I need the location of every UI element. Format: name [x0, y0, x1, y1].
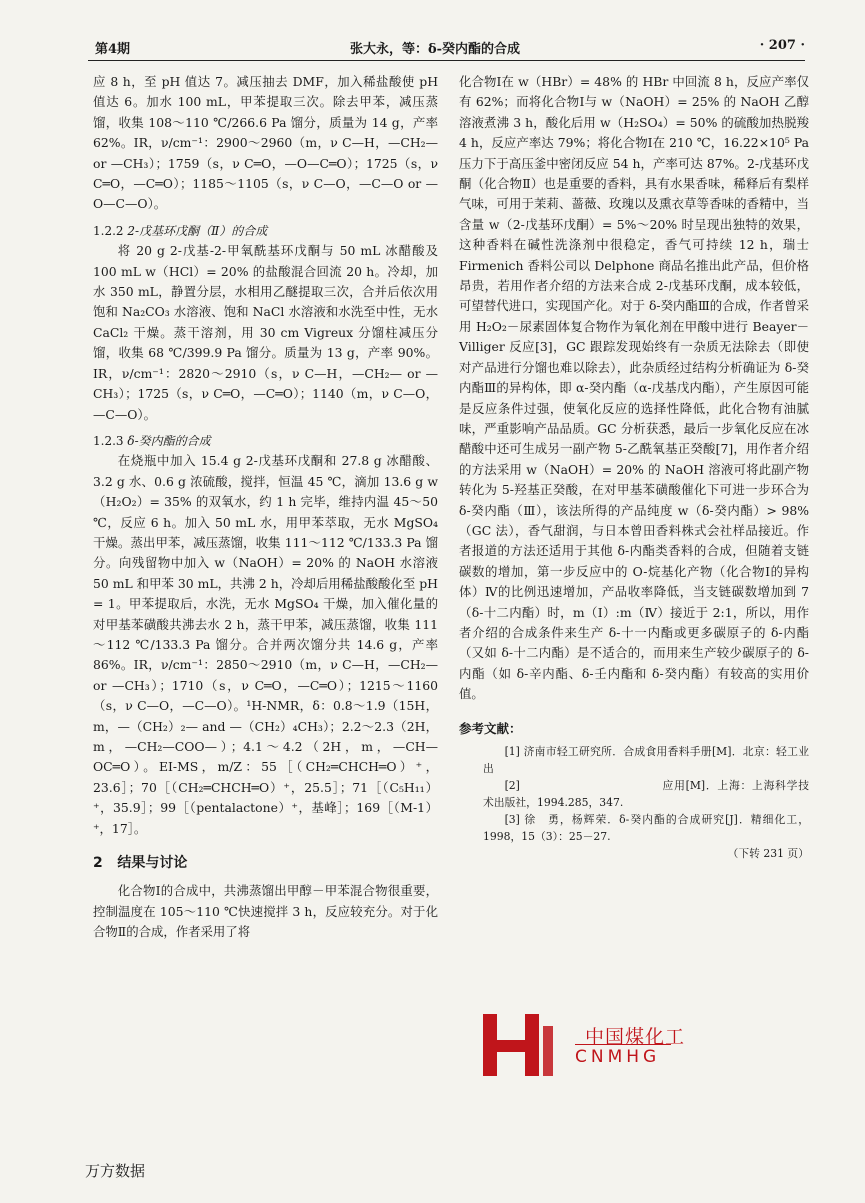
reference-item: [3] 徐 勇，杨辉荣．δ-癸内酯的合成研究[J]．精细化工，1998，15（3）：25－27. [483, 813, 809, 843]
left-column [93, 72, 438, 943]
watermark-text-cn: 中国煤化工 [585, 1026, 686, 1048]
section-heading-2 [93, 853, 438, 873]
paragraph: 化合物Ⅰ的合成中，共沸蒸馏出甲醇－甲苯混合物很重要，控制温度在 105～110 ℃快速搅拌 3 h，反应较充分。对于化合物Ⅱ的合成，作者采用了将 [93, 883, 438, 940]
issue-label: 第4期 [95, 42, 131, 57]
section-heading-1-2-3 [93, 431, 438, 451]
header-rule [88, 60, 805, 61]
paragraph: 化合物Ⅰ在 w（HBr）= 48% 的 HBr 中回流 8 h，反应产率仅有 62%；而将化合物Ⅰ与 w（NaOH）= 25% 的 NaOH 乙醇溶液煮沸 3 h，酸化后用 w（H₂SO₄）= 50% 的硫酸加热脱羧 4 h，反应产率达 79%；将化合物Ⅰ在 210 ℃，16.22×10⁵ Pa 压力下于高压釜中密闭反应 54 h，产率可达 87%。2-戊基环戊酮（化合物Ⅱ）也是重要的香料，具有水果香味，稀释后有梨样气味，可用于茉莉、蔷薇、玫瑰以及熏衣草等香味的香精中，当含量 w（2-戊基环戊酮）= 5%～20% 时呈现出独特的效果，这种香料在碱性洗涤剂中很稳定，香气可持续 12 h，瑞士 Firmenich 香料公司以 Delphone 商品名推出此产品，但价格昂贵，若用作者介绍的方法来合成 2-戊基环戊酮，成本较低，可望替代进口，实现国产化。对于 δ-癸内酯Ⅲ的合成，作者曾采用 H₂O₂－尿素固体复合物作为氧化剂在甲酸中进行 Beayer－Villiger 反应[3]，GC 跟踪发现始终有一杂质无法除去（即使对产品进行分馏也难以除去），此杂质经过结构分析确证为 δ-癸内酯Ⅲ的异构体，即 α-癸内酯（α-戊基戊内酯），产生原因可能是反应条件过强，使氧化反应的选择性降低，此化合物有油腻味，严重影响产品品质。GC 分析获悉，最后一步氧化反应在冰醋酸中还可生成另一副产物 5-乙酰氧基正癸酸[7]，用作者介绍的方法采用 w（NaOH）= 20% 的 NaOH 溶液可将此副产物转化为 5-羟基正癸酸，在对甲基苯磺酸催化下可进一步环合为 δ-癸内酯（Ⅲ），该法所得的产品纯度 w（δ-癸内酯）> 98%（GC 法），香气甜润，与日本曾田香料株式会社样品接近。作者报道的方法还适用于其他 δ-内酯类香料的合成，但随着支链碳数的增加，第一步反应中的 O-烷基化产物（化合物Ⅰ的异构体）Ⅳ的比例迅速增加，产品收率降低，当支链碳数增加到 7（δ-十二内酯）时，m（Ⅰ）:m（Ⅳ）接近于 2:1，所以，用作者介绍的合成条件来生产 δ-十一内酯或更多碳原子的 δ-内酯（又如 δ-十二内酯）是不适合的，而用来生产较少碳原子的 δ-内酯（如 δ-辛内酯、δ-壬内酯和 δ-癸内酯）有较高的实用价值。 [459, 74, 809, 702]
continued-note: （下转 231 页） [727, 847, 809, 860]
footer-source: 万方数据 [85, 1162, 146, 1180]
watermark-logo-mark [481, 1014, 571, 1078]
section-number: 2 [93, 855, 103, 872]
paragraph: 将 20 g 2-戊基-2-甲氧酰基环戊酮与 50 mL 冰醋酸及 100 mL w（HCl）= 20% 的盐酸混合回流 20 h。冷却，加水 350 mL，静置分层，水相用乙醚提取三次，合并后依次用饱和 Na₂CO₃ 水溶液、饱和 NaCl 水溶液和水洗至中性，无水 CaCl₂ 干燥。蒸干溶剂，用 30 cm Vigreux 分馏柱减压分馏，收集 68 ℃/399.9 Pa 馏分。质量为 13 g，产率 90%。IR，ν/cm⁻¹：2820～2910（s，ν C—H，—CH₂— or —CH₃）；1725（s，ν C═O，—C═O）；1140（m，ν C—O，—C—O）。 [93, 243, 438, 422]
running-title: 张大永，等：δ-癸内酯的合成 [349, 42, 521, 57]
section-title: 结果与讨论 [117, 855, 188, 872]
reference-item: [1] 济南市轻工研究所．合成食用香料手册[M]．北京：轻工业出 [483, 745, 809, 775]
section-heading-1-2-2 [93, 221, 438, 241]
page-number: · 207 · [759, 38, 805, 53]
section-number: 1.2.2 [93, 223, 124, 238]
watermark-rule [575, 1044, 671, 1045]
running-header [0, 32, 865, 60]
references-heading: 参考文献： [459, 720, 522, 736]
right-column [459, 72, 831, 862]
paragraph: 在烧瓶中加入 15.4 g 2-戊基环戊酮和 27.8 g 冰醋酸、3.2 g 水、0.6 g 浓硫酸，搅拌，恒温 45 ℃，滴加 13.6 g w（H₂O₂）= 35% 的双氧水，约 1 h 完毕，维持内温 45～50 ℃，反应 6 h。加入 50 mL 水，用甲苯萃取，无水 MgSO₄ 干燥。蒸出甲苯，减压蒸馏，收集 111～112 ℃/133.3 Pa 馏分。向残留物中加入 w（NaOH）= 20% 的 NaOH 水溶液 50 mL 和甲苯 30 mL，共沸 2 h，冷却后用稀盐酸酸化至 pH = 1。甲苯提取后，水洗，无水 MgSO₄ 干燥，加入催化量的对甲基苯磺酸共沸去水 2 h，蒸干甲苯，减压蒸馏，收集 111～112 ℃/133.3 Pa 馏分。合并两次馏分共 14.6 g，产率 86%。IR，ν/cm⁻¹：2850～2910（m，ν C—H，—CH₂— or —CH₃）；1710（s，ν C═O，—C═O）；1215～1160（s，ν C—O，—C—O）。¹H-NMR，δ：0.8～1.9（15H，m，—（CH₂）₂— and —（CH₂）₄CH₃）；2.2～2.3（2H，m，—CH₂—COO—）；4.1～4.2（2H，m，—CH—OC═O）。EI-MS，m/Z：55［（CH₂═CHCH═O）⁺，23.6］；70［（CH₂═CHCH═O）⁺，25.5］；71［（C₅H₁₁）⁺，35.9］；99［（pentalactone）⁺，基峰］；169［（M-1）⁺，17］。 [93, 453, 438, 836]
section-title: 2-戊基环戊酮（Ⅱ）的合成 [127, 223, 268, 238]
section-number: 1.2.3 [93, 433, 124, 448]
section-title: δ-癸内酯的合成 [127, 433, 211, 448]
watermark-text-en: CNMHG [575, 1047, 661, 1067]
reference-item: [2] 应用[M]．上海：上海科学技 术出版社，1994.285，347. [483, 779, 831, 809]
paragraph: 应 8 h，至 pH 值达 7。减压抽去 DMF，加入稀盐酸使 pH 值达 6。加水 100 mL，甲苯提取三次。除去甲苯，减压蒸馏，收集 108～110 ℃/266.6 Pa 馏分，质量为 14 g，产率 62%。IR，ν/cm⁻¹：2900～2960（m，ν C—H，—CH₂— or —CH₃）；1759（s，ν C═O，—O—C═O）；1725（s，ν C═O，—C═O）；1185～1105（s，ν C—O，—C—O or —O—C—O）。 [93, 74, 438, 212]
